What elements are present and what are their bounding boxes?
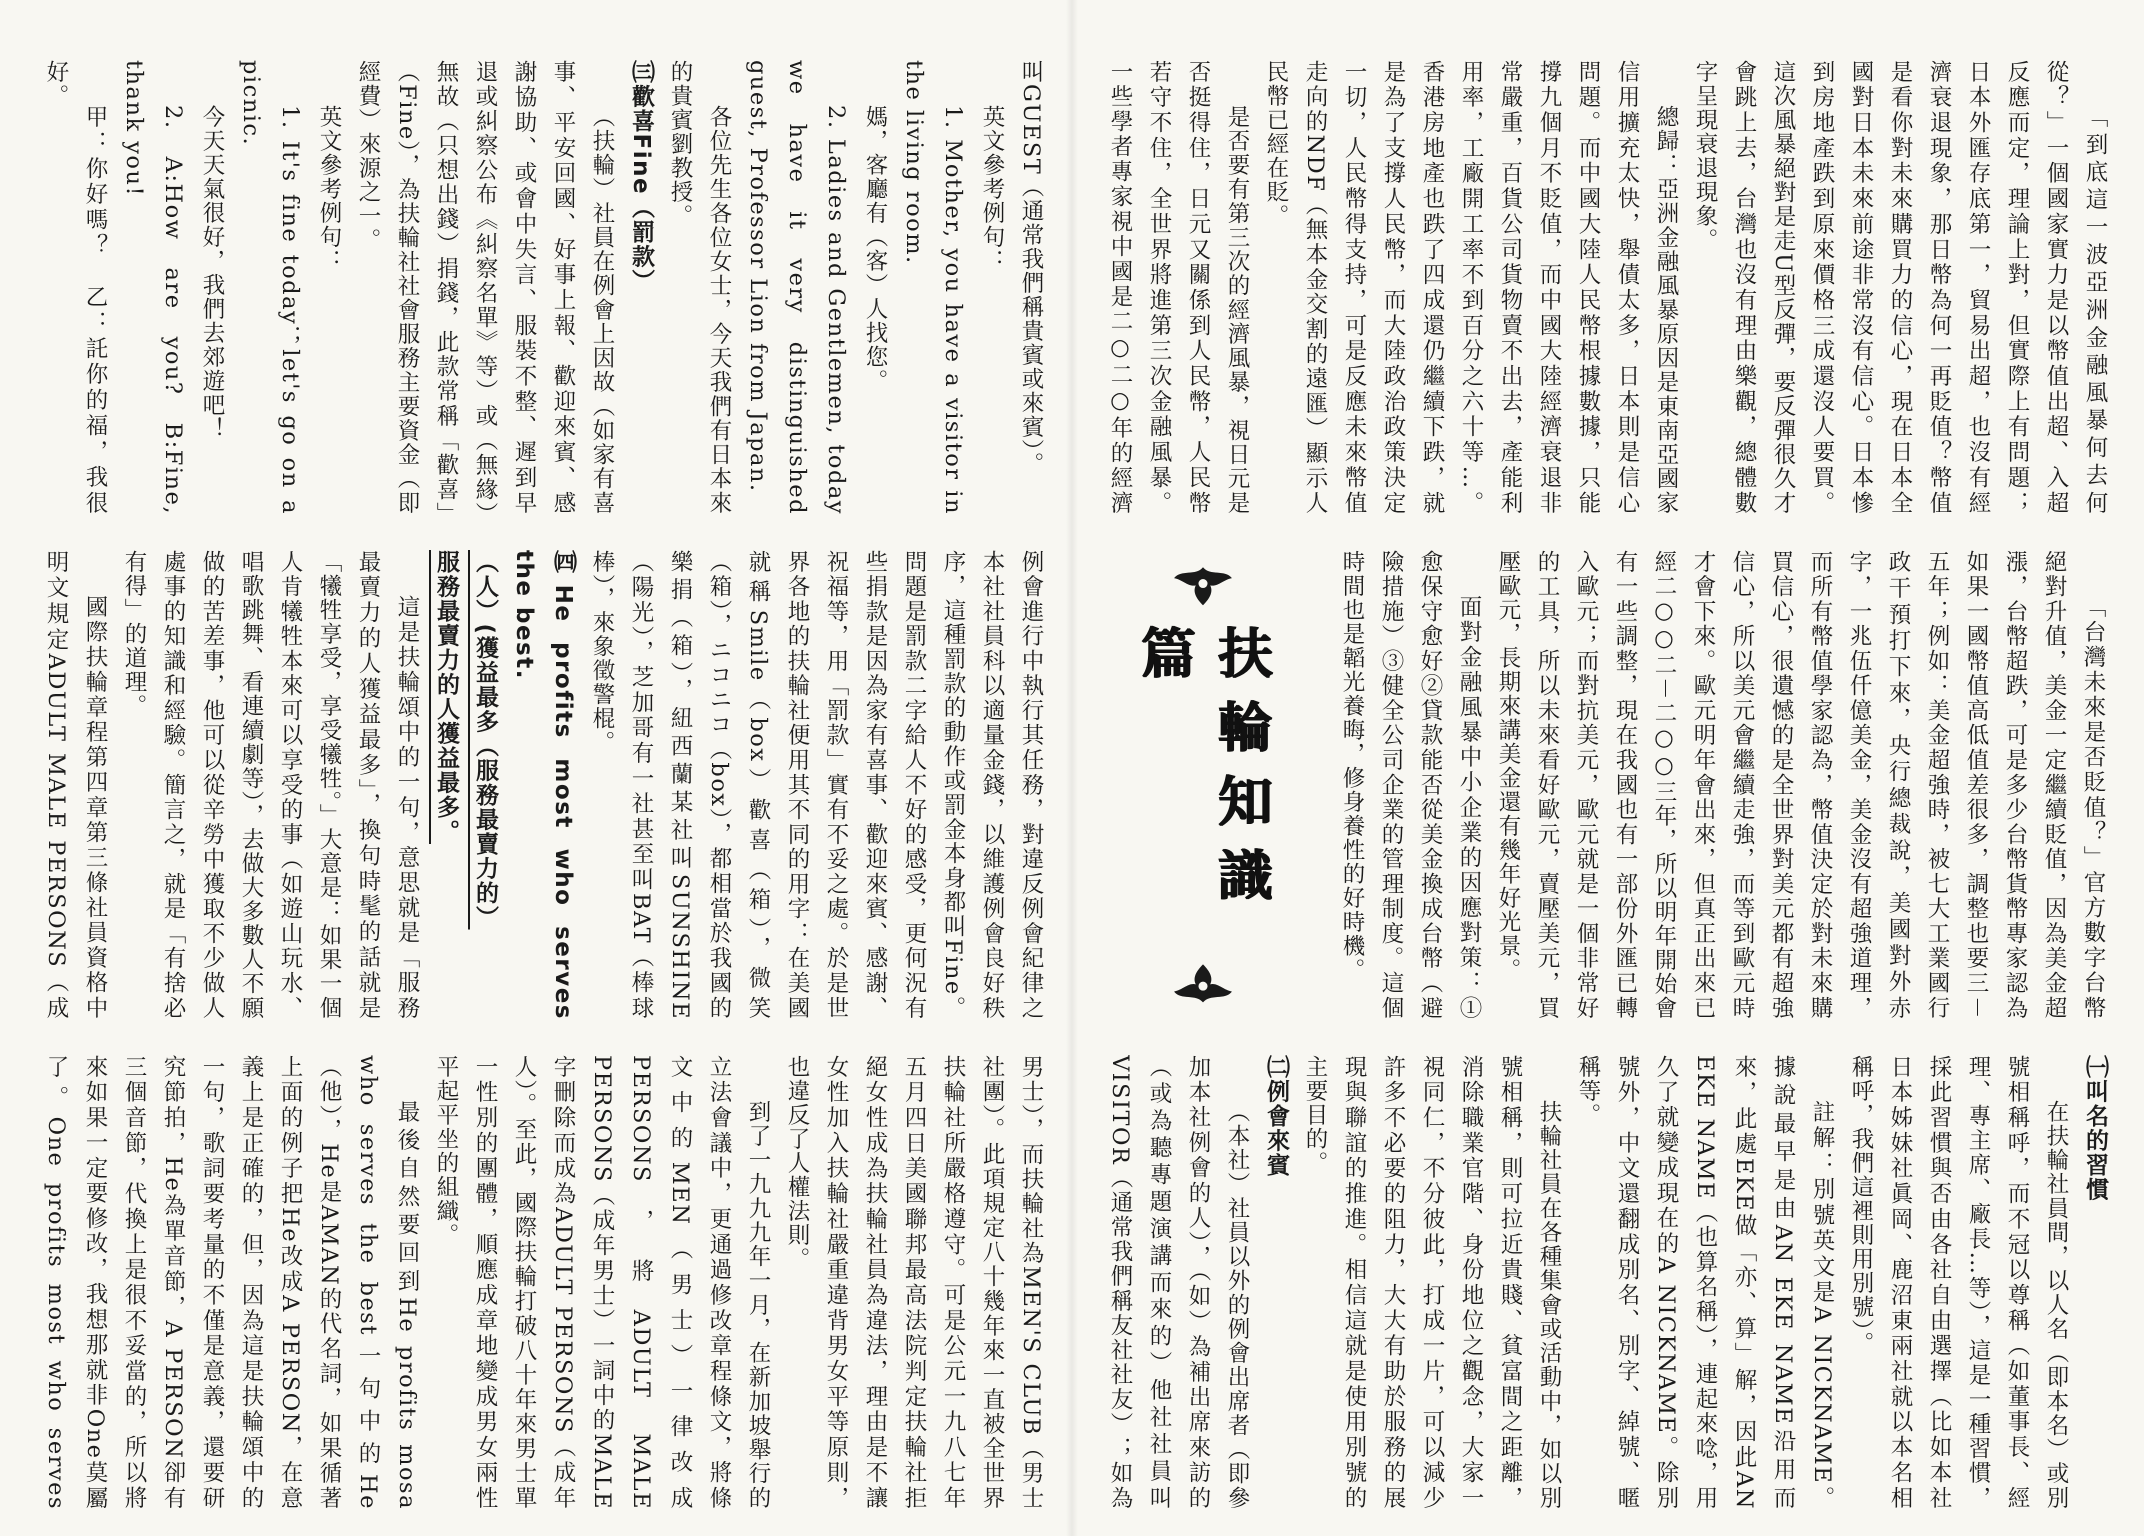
paragraph: 是否要有第三次的經濟風暴，視日元是否挺得住，日元又關係到人民幣，人民幣若守不住，全世界將進第三次金融風暴。一些學者專家視中國是二○二○年的經濟 <box>1107 60 1250 515</box>
paragraph: 註解：別號英文是A NICKNAME。據說最早是由AN EKE NAME沿用而來，此處EKE做「亦、算」解，因此AN EKE NAME（也算名稱），連起來唸，用久了就變成現在的A NICKNAME。除別號外，中文還翻成別名、別字、綽號、暱稱等。 <box>1575 1055 1835 1510</box>
paragraph: 各位先生各位女士，今天我們有日本來的貴賓劉教授。 <box>667 60 732 515</box>
paragraph: 在扶輪社員間，以人名（即本名）或別號相稱呼，而不冠以尊稱（如董事長、經理、專主席、廠長…等），這是一種習慣，採此習慣與否由各社自由選擇（比如本社日本姊妹社眞岡、鹿沼東兩社就以本名相稱呼，我們這裡則用別號）。 <box>1848 1055 2069 1510</box>
paragraph: （本社）社員以外的例會出席者（即參加本社例會的人），（如）為補出席來訪的（或為聽專題演講而來的）他社社員叫VISITOR（通常我們稱友社社友）；如為 <box>1107 1055 1250 1510</box>
ornament-top-icon <box>1165 560 1241 611</box>
ornament-bottom-icon <box>1165 959 1241 1010</box>
subheading-naming-custom: ㈠叫名的習慣 <box>2082 1055 2108 1202</box>
subheading-motto: ㈣He profits most who serves the best. <box>511 550 576 1020</box>
subheading-motto-translation: （人）(獲益最多（服務最賣力的） <box>472 550 498 930</box>
paragraph: 1. It's fine today；let's go on a picnic. <box>238 60 303 515</box>
subheading-motto-chinese: 服務最賣力的人獲益最多。 <box>433 550 459 844</box>
right-top-columns <box>1104 60 2114 515</box>
paragraph: 最後自然要回到He profits mosa who serves the best一句中的He（他），He是AMAN的代名詞，如果循著上面的例子把He改成A PERSON，在意義上是正確的，但，因為這是扶輪頌中的一句，歌詞要考量的不僅是意義，還要研究節拍，He為單音節，A PERSON卻有三個音節，代換上是很不妥當的，所以將來如果一定要修改，我想那就非One莫屬了。One profits most who serves <box>43 1055 420 1510</box>
paragraph: 甲：你好嗎？ 乙：託你的福，我很好。 <box>43 60 108 515</box>
paragraph: 面對金融風暴中小企業的因應對策：①愈保守愈好②貸款能否從美金換成台幣（避險措施）③健全公司企業的管理制度。這個時間也是韜光養晦，修身養性的好時機。 <box>1339 550 1482 1020</box>
right-middle-columns <box>1290 550 2112 1020</box>
paragraph: （扶輪）社員在例會上因故（如家有喜事、平安回國、好事上報、歡迎來賓、感謝協助、或會中失言、服裝不整、遲到早退或糾察公布《糾察名單》等）或（無緣）無故（只想出錢）捐錢，此款常稱「歡喜」（Fine），為扶輪社社會服務主要資金（即經費）來源之一。 <box>355 60 615 515</box>
paragraph: 例會進行中執行其任務，對違反例會紀律之本社社員科以適量金錢，以維護例會良好秩序，這種罰款的動作或罰金本身都叫Fine。問題是罰款二字給人不好的感受，更何況有些捐款是因為家有喜事、歡迎來賓、感謝、祝福等，用「罰款」實有不妥之處。於是世界各地的扶輪社便用其不同的用字：在美國就稱Smile（box）歡喜（箱），微笑（箱），ニコニコ（box），都相當於我國的樂捐（箱），紐西蘭某社叫SUNSHINE（陽光），芝加哥有一社甚至叫BAT（棒球棒），來象徵警棍。 <box>589 550 1044 1020</box>
paragraph: 1. Mother, you have a visitor in the living room. <box>901 60 966 515</box>
paragraph: 扶輪社員在各種集會或活動中，如以別號相稱，則可拉近貴賤、貧富間之距離，消除職業官階、身份地位之觀念，大家一視同仁，不分彼此，打成一片，可以減少許多不必要的阻力，大大有助於服務的展現與聯誼的推進。相信這就是使用別號的主要目的。 <box>1302 1055 1562 1510</box>
section-title-box <box>1133 560 1273 1010</box>
section-title: 扶輪知識篇 <box>1133 624 1273 921</box>
paragraph: 總歸：亞洲金融風暴原因是東南亞國家信用擴充太快，舉債太多，日本則是信心問題。而中國大陸人民幣根據數據，只能撐九個月不貶值，而中國大陸經濟衰退非常嚴重，百貨公司貨物賣不出去，產能利用率，工廠開工率不到百分之六十等…。香港房地產也跌了四成還仍繼續下跌，就是為了支撐人民幣，而大陸政治政策決定一切，人民幣得支持，可是反應未來幣值走向的NDF（無本金交割的遠匯）顯示人民幣已經在貶。 <box>1263 60 1679 515</box>
subheading-fine: ㈢歡喜Fine（罰款） <box>628 60 654 294</box>
paragraph: 2. A:How are you? B:Fine, thank you! <box>121 60 186 515</box>
left-middle-columns <box>40 550 1050 1020</box>
paragraph: 這是扶輪頌中的一句，意思就是「服務最賣力的人獲益最多」，換句時髦的話就是「犧牲享受，享受犧牲。」大意是：如果一個人肯犧牲本來可以享受的事（如遊山玩水、唱歌跳舞、看連續劇等），去做大多數人不願做的苦差事，他可以從辛勞中獲取不少做人處事的知識和經驗。簡言之，就是「有捨必有得」的道理。 <box>121 550 420 1020</box>
paragraph: 媽，客廳有（客）人找您。 <box>862 105 888 393</box>
paragraph: 叫GUEST（通常我們稱貴賓或來賓）。 <box>1018 60 1044 477</box>
paragraph: 男士），而扶輪社為MEN'S CLUB（男士社團）。此項規定八十幾年來一直被全世界扶輪社所嚴格遵守。可是公元一九八七年五月四日美國聯邦最高法院判定扶輪社拒絕女性成為扶輪社員為違法，理由是不讓女性加入扶輪社嚴重違背男女平等原則，也違反了人權法則。 <box>784 1055 1044 1510</box>
subheading-meeting-guests: ㈡例會來賓 <box>1263 1055 1289 1178</box>
paragraph: 今天天氣很好，我們去郊遊吧！ <box>199 105 225 441</box>
paragraph: 英文參考例句： <box>316 105 342 273</box>
right-bottom-columns <box>1104 1055 2114 1510</box>
paragraph: 「到底這一波亞洲金融風暴何去何從？」一個國家實力是以幣值出超、入超反應而定，理論上對，但實際上有問題；日本外匯存底第一，貿易出超，也沒有經濟衰退現象，那日幣為何一再貶值？幣值是看你對未來購買力的信心，現在日本全國對日本未來前途非常沒有信心。日本慘到房地產跌到原來價格三成還沒人要買。這次風暴絕對是走U型反彈，要反彈很久才會跳上去，台灣也沒有理由樂觀，總體數字呈現衰退現象。 <box>1692 60 2108 515</box>
paragraph: 國際扶輪章程第四章第三條社員資格中明文規定ADULT MALE PERSONS（成 <box>43 550 108 1020</box>
paragraph: 「台灣未來是否貶值？」官方數字台幣絕對升值，美金一定繼續貶值，因為美金超漲，台幣超跌，可是多少台幣貨幣專家認為如果一國幣值高低值差很多，調整也要三－五年；例如：美金超強時，被七大工業國行政干預打下來，央行總裁說，美國對外赤字，一兆伍仟億美金，美金沒有超強道理，而所有幣值學家認為，幣值決定於對未來購買信心，很遺憾的是全世界對美元都有超強信心，所以美元會繼續走強，而等到歐元時才會下來。歐元明年會出來，但真正出來已經二○○二－二○○三年，所以明年開始會有一些調整，現在我國也有一部份外匯已轉入歐元；而對抗美元，歐元就是一個非常好的工具，所以未來看好歐元，賣壓美元，買壓歐元，長期來講美金還有幾年好光景。 <box>1495 550 2106 1020</box>
left-top-columns <box>40 60 1050 515</box>
paragraph: 英文參考例句： <box>979 105 1005 273</box>
left-bottom-columns <box>40 1055 1050 1510</box>
paragraph: 到了一九九九年一月，在新加坡舉行的立法會議中，更通過修改章程條文，將條文中的MEN（男士）一律改成PERSONS，將ADULT MALE PERSONS（成年男士）一詞中的MALE字刪除而成為ADULT PERSONS（成年人）。至此，國際扶輪打破八十年來男士單一性別的團體，順應成章地變成男女兩性平起平坐的組織。 <box>433 1055 771 1510</box>
paragraph: 2. Ladies and Gentlemen, today we have it very distinguished guest, Professor Lion from Japan. <box>745 60 849 515</box>
